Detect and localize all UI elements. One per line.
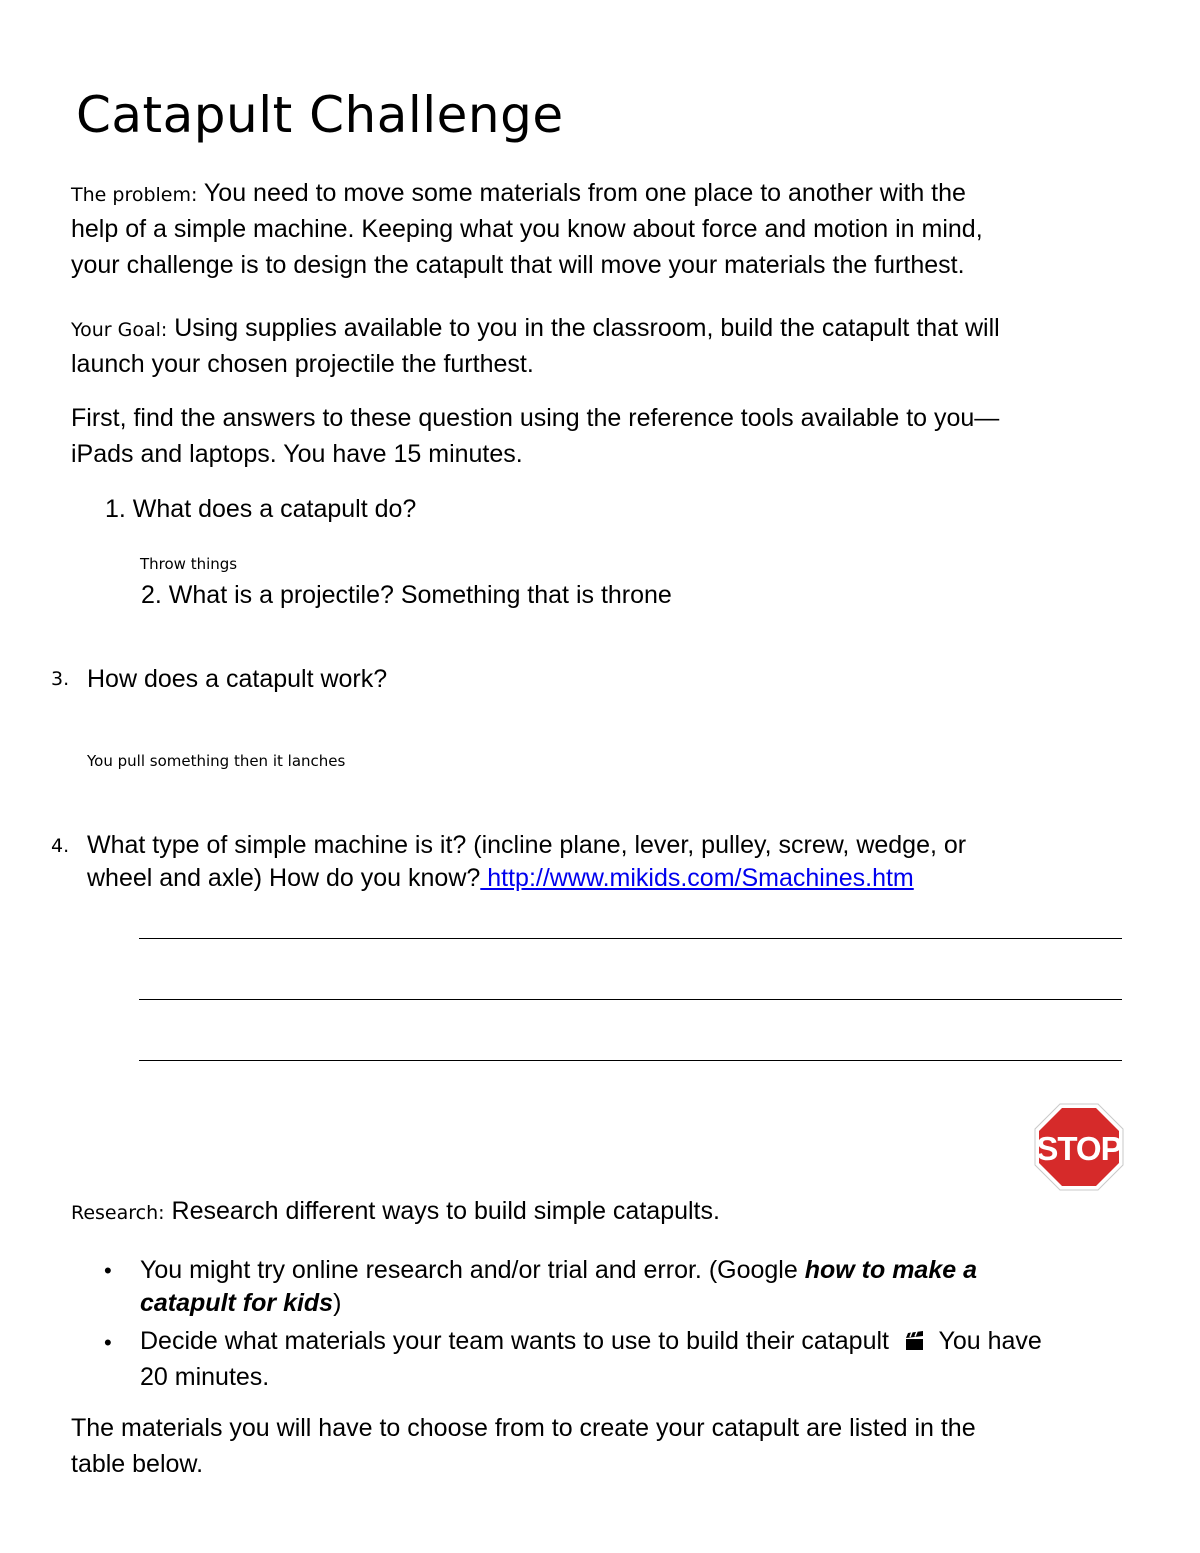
problem-line-2: help of a simple machine. Keeping what you know about force and motion in mind, xyxy=(71,215,983,243)
bullet-1-line-1 xyxy=(140,1256,977,1285)
question-4-text-2: wheel and axle) How do you know? xyxy=(87,864,481,892)
problem-line-1 xyxy=(71,179,966,208)
materials-line-1: The materials you will have to choose from to create your catapult are listed in the xyxy=(71,1414,976,1442)
page-title: Catapult Challenge xyxy=(76,86,564,144)
materials-line-2: table below. xyxy=(71,1450,204,1478)
research-label: Research: xyxy=(71,1202,165,1224)
question-4-line-1: What type of simple machine is it? (incline plane, lever, pulley, screw, wedge, or xyxy=(87,831,967,859)
goal-text-1: Using supplies available to you in the classroom, build the catapult that will xyxy=(174,314,1000,342)
stop-sign-text: STOP xyxy=(1036,1130,1122,1167)
bullet-1-text-a: You might try online research and/or trial and error. (Google xyxy=(140,1256,805,1284)
research-text: Research different ways to build simple catapults. xyxy=(171,1197,720,1225)
bullet-1-line-2 xyxy=(140,1289,341,1318)
problem-line-3: your challenge is to design the catapult that will move your materials the furthest. xyxy=(71,251,965,279)
question-2: 2. What is a projectile? Something that is throne xyxy=(141,581,672,609)
clapperboard-icon xyxy=(904,1331,926,1351)
question-3-number: 3. xyxy=(51,668,70,690)
simple-machines-link[interactable]: http://www.mikids.com/Smachines.htm xyxy=(480,864,914,892)
stop-sign-icon xyxy=(1034,1103,1124,1191)
goal-line-2: launch your chosen projectile the furthest. xyxy=(71,350,534,378)
answer-line-3 xyxy=(139,1060,1122,1061)
answer-line-1 xyxy=(139,938,1122,939)
answer-1: Throw things xyxy=(140,555,238,573)
question-4-line-2 xyxy=(87,864,914,893)
answer-3: You pull something then it lanches xyxy=(87,752,346,770)
bullet-1-marker: • xyxy=(104,1258,112,1283)
first-line-2: iPads and laptops. You have 15 minutes. xyxy=(71,440,523,468)
bullet-2-text-b: You have xyxy=(938,1327,1042,1355)
bullet-1-emphasis-b: catapult for kids xyxy=(140,1289,334,1317)
question-3: How does a catapult work? xyxy=(87,665,388,693)
research-line xyxy=(71,1197,720,1226)
bullet-2-marker: • xyxy=(104,1330,112,1355)
goal-line-1 xyxy=(71,314,1000,343)
bullet-1-emphasis-a: how to make a xyxy=(804,1256,977,1284)
bullet-2-line-1 xyxy=(140,1327,1042,1356)
problem-label: The problem: xyxy=(71,184,198,206)
bullet-1-text-d: ) xyxy=(333,1289,342,1317)
first-line-1: First, find the answers to these question using the reference tools available to you— xyxy=(71,404,1000,432)
question-4-number: 4. xyxy=(51,835,70,857)
answer-line-2 xyxy=(139,999,1122,1000)
question-1: 1. What does a catapult do? xyxy=(105,495,417,523)
bullet-2-text-a: Decide what materials your team wants to use to build their catapult xyxy=(140,1327,889,1355)
problem-text-1: You need to move some materials from one place to another with the xyxy=(203,179,966,207)
goal-label: Your Goal: xyxy=(71,319,168,341)
bullet-2-line-2: 20 minutes. xyxy=(140,1363,270,1391)
